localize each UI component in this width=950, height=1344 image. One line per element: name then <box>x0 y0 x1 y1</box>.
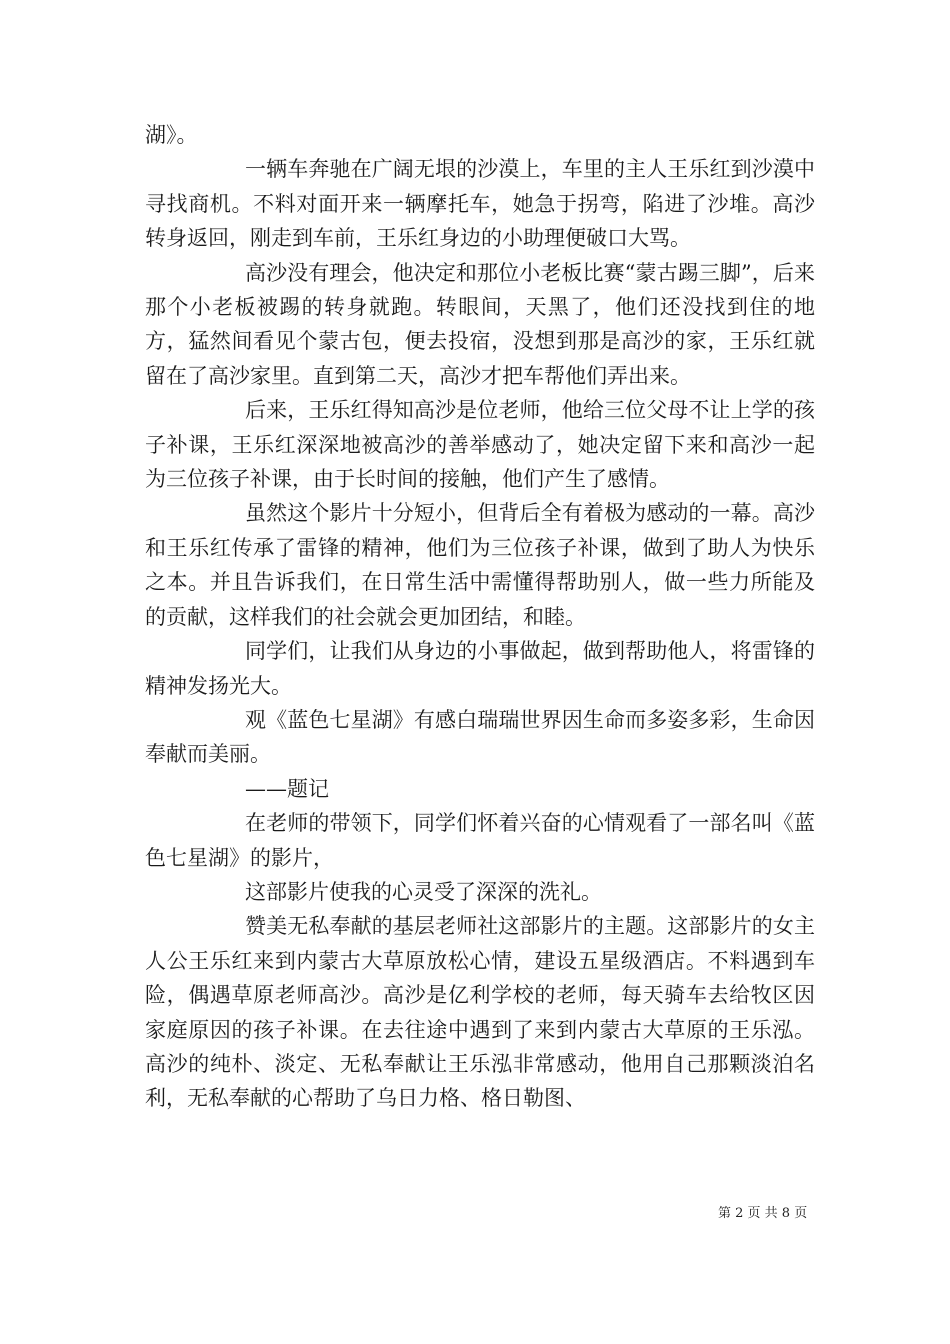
paragraph-9: 这部影片使我的心灵受了深深的洗礼。 <box>245 879 602 904</box>
paragraph-3: 高沙没有理会，他决定和那位小老板比赛“蒙古踢三脚”，后来那个小老板被踢的转身就跑。转眼间，天黑了，他们还没找到住的地方，猛然间看见个蒙古包，便去投宿，没想到那是高沙的家，王乐红就留在了高沙家里。直到第二天，高沙才把车帮他们弄出来。 <box>145 260 815 388</box>
paragraph-8: 在老师的带领下，同学们怀着兴奋的心情观看了一部名叫《蓝色七星湖》的影片， <box>145 811 815 870</box>
paragraph-1: 湖》。 <box>145 123 198 147</box>
epigraph-attribution: ——题记 <box>245 776 329 801</box>
paragraph-4: 后来，王乐红得知高沙是位老师，他给三位父母不让上学的孩子补课，王乐红深深地被高沙的善举感动了，她决定留下来和高沙一起为三位孩子补课，由于长时间的接触，他们产生了感情。 <box>145 398 815 492</box>
paragraph-10: 赞美无私奉献的基层老师社这部影片的主题。这部影片的女主人公王乐红来到内蒙古大草原放松心情，建设五星级酒店。不料遇到车险，偶遇草原老师高沙。高沙是亿利学校的老师，每天骑车去给牧区因家庭原因的孩子补课。在去往途中遇到了来到内蒙古大草原的王乐泓。高沙的纯朴、淡定、无私奉献让王乐泓非常感动，他用自己那颗淡泊名利，无私奉献的心帮助了乌日力格、格日勒图、 <box>145 914 815 1111</box>
paragraph-5: 虽然这个影片十分短小，但背后全有着极为感动的一幕。高沙和王乐红传承了雷锋的精神，他们为三位孩子补课，做到了助人为快乐之本。并且告诉我们，在日常生活中需懂得帮助别人，做一些力所能及的贡献，这样我们的社会就会更加团结，和睦。 <box>145 501 815 629</box>
paragraph-2: 一辆车奔驰在广阔无垠的沙漠上，车里的主人王乐红到沙漠中寻找商机。不料对面开来一辆摩托车，她急于拐弯，陷进了沙堆。高沙转身返回，刚走到车前，王乐红身边的小助理便破口大骂。 <box>145 157 815 251</box>
document-body <box>145 118 815 1116</box>
paragraph-7: 观《蓝色七星湖》有感白瑞瑞世界因生命而多姿多彩，生命因奉献而美丽。 <box>145 707 815 767</box>
paragraph-6: 同学们，让我们从身边的小事做起，做到帮助他人，将雷锋的精神发扬光大。 <box>145 639 815 698</box>
page-number-footer: 第 2 页 共 8 页 <box>718 1206 808 1221</box>
